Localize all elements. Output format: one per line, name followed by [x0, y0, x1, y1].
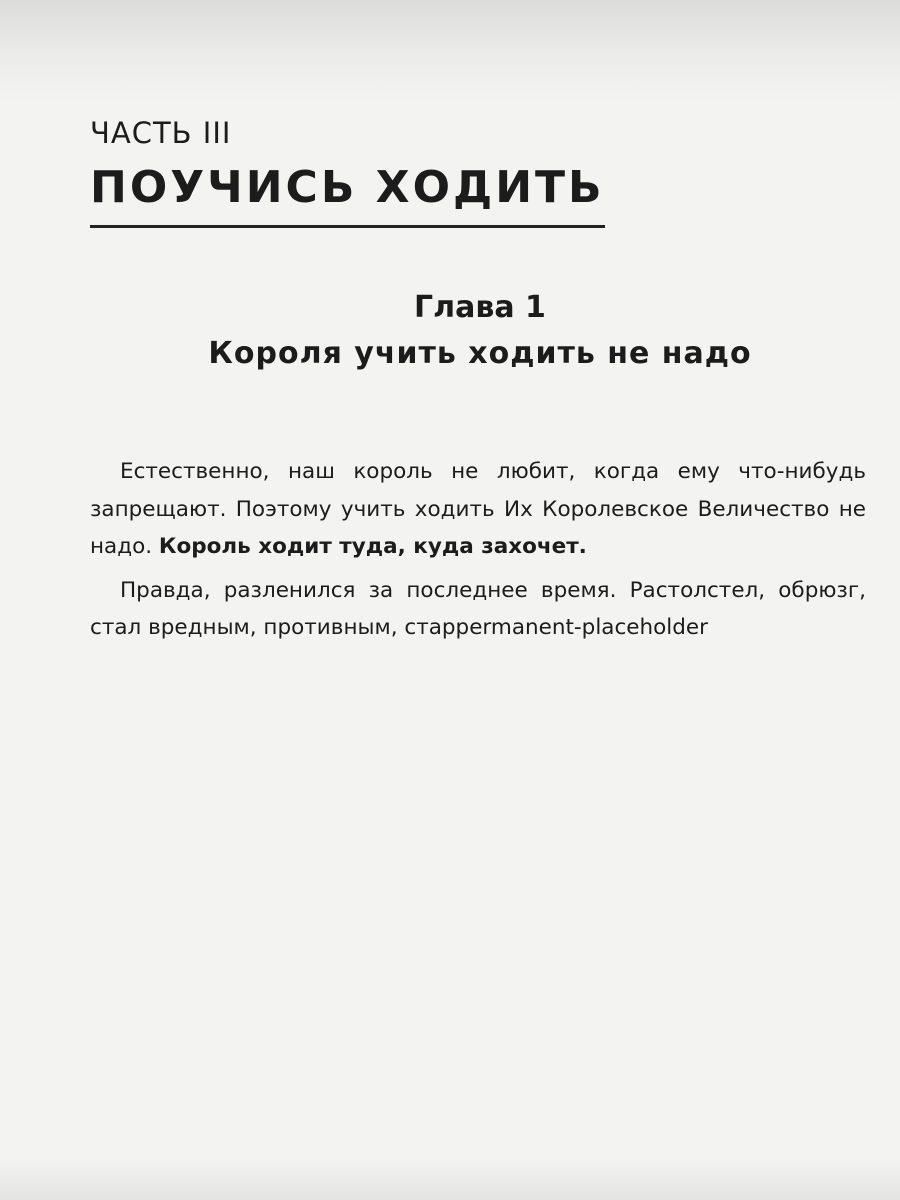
page-bottom-shadow: [0, 1160, 900, 1200]
body-text: [90, 453, 866, 653]
page-top-shadow: [0, 0, 900, 100]
chapter-label: Глава 1: [414, 290, 546, 325]
paragraph: [90, 572, 866, 647]
king-moves-anywhere: Король ходит туда, куда захочет.: [158, 534, 587, 559]
part-label: ЧАСТЬ III: [90, 116, 232, 150]
paragraph: [90, 453, 866, 566]
paragraph-text: Правда, разленился за последнее время. Растолстел, обрюзг, стал вредным, противным, старpermanent-placeholder: [90, 577, 866, 640]
chapter-title: Короля учить ходить не надо: [208, 336, 752, 371]
part-title: ПОУЧИСЬ ХОДИТЬ: [90, 162, 605, 228]
paragraph-text: Естественно, наш король не любит, когда ему что-нибудь запрещают. Поэтому учить ходить Их Королевское Величество не надо.: [90, 459, 866, 559]
